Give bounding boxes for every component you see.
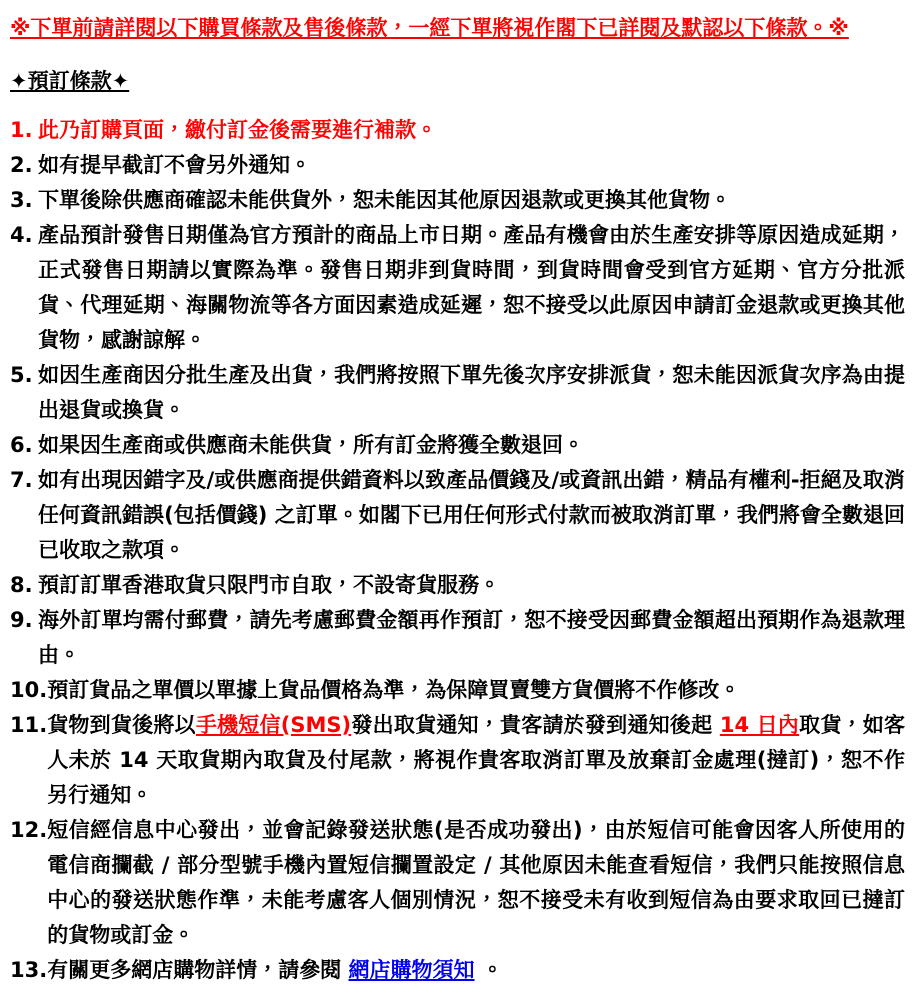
terms-list xyxy=(10,113,905,988)
term-text-segment: 。 xyxy=(474,958,503,982)
highlighted-term-text: 手機短信(SMS) xyxy=(195,713,352,737)
term-text-segment: 發出取貨通知，貴客請於發到通知後起 xyxy=(351,713,720,737)
term-number: 10. xyxy=(10,678,48,702)
term-item xyxy=(10,813,905,953)
term-text-segment: 下單後除供應商確認未能供貨外，恕未能因其他原因退款或更換其他貨物。 xyxy=(38,188,731,212)
term-text-segment: 預訂訂單香港取貨只限門市自取，不設寄貨服務。 xyxy=(38,573,500,597)
term-number: 3. xyxy=(10,188,33,212)
term-number: 7. xyxy=(10,468,33,492)
term-item xyxy=(10,463,905,568)
term-item xyxy=(10,603,905,673)
preorder-terms-heading-text: ✦預訂條款✦ xyxy=(10,69,130,93)
term-number: 4. xyxy=(10,223,33,247)
term-number: 9. xyxy=(10,608,33,632)
term-text xyxy=(38,183,905,218)
term-text xyxy=(47,673,905,708)
term-text-segment: 此乃訂購頁面，繳付訂金後需要進行補款。 xyxy=(38,118,437,142)
term-number: 11. xyxy=(10,713,48,737)
term-text-segment: 取貨，如客人未於 14 天取貨期內取貨及付尾款，將視作貴客取消訂單及放棄訂金處理(撻訂)，恕不作另行通知。 xyxy=(47,713,906,807)
term-number: 5. xyxy=(10,363,33,387)
term-item xyxy=(10,428,905,463)
term-item xyxy=(10,218,905,358)
term-text xyxy=(38,218,905,358)
term-text xyxy=(38,113,905,148)
highlighted-term-text: 14 日內 xyxy=(719,713,800,737)
term-text xyxy=(38,148,905,183)
term-text-segment: 產品預計發售日期僅為官方預計的商品上市日期。產品有機會由於生產安排等原因造成延期，正式發售日期請以實際為準。發售日期非到貨時間，到貨時間會受到官方延期、官方分批派貨、代理延期、海關物流等各方面因素造成延遲，恕不接受以此原因申請訂金退款或更換其他貨物，感謝諒解。 xyxy=(38,223,905,352)
term-item xyxy=(10,183,905,218)
term-text-segment: 短信經信息中心發出，並會記錄發送狀態(是否成功發出)，由於短信可能會因客人所使用的電信商攔截 / 部分型號手機內置短信攔置設定 / 其他原因未能查看短信，我們只能按照信息中心的發送狀態作準，未能考慮客人個別情況，恕不接受未有收到短信為由要求取回已撻訂的貨物或訂金。 xyxy=(47,818,905,947)
term-number: 2. xyxy=(10,153,33,177)
term-item xyxy=(10,113,905,148)
term-text xyxy=(38,358,905,428)
term-text-segment: 有關更多網店購物詳情，請參閱 xyxy=(47,958,349,982)
term-item xyxy=(10,708,905,813)
term-text xyxy=(47,953,905,988)
term-text-segment: 如因生產商因分批生產及出貨，我們將按照下單先後次序安排派貨，恕未能因派貨次序為由提出退貨或換貨。 xyxy=(38,363,905,422)
term-text xyxy=(38,463,905,568)
term-item xyxy=(10,953,905,988)
term-text-segment: 預訂貨品之單價以單據上貨品價格為準，為保障買賣雙方貨價將不作修改。 xyxy=(47,678,741,702)
term-text-segment: 如有出現因錯字及/或供應商提供錯資料以致產品價錢及/或資訊出錯，精品有權利-拒絕及取消任何資訊錯誤(包括價錢) 之訂單。如閣下已用任何形式付款而被取消訂單，我們將會全數退回已收取之款項。 xyxy=(38,468,905,562)
term-text xyxy=(38,568,905,603)
term-text xyxy=(38,428,905,463)
term-text xyxy=(47,708,905,813)
preorder-terms-heading xyxy=(10,67,905,95)
term-text xyxy=(38,603,905,673)
term-item xyxy=(10,148,905,183)
term-number: 12. xyxy=(10,818,48,842)
term-item xyxy=(10,673,905,708)
term-item xyxy=(10,358,905,428)
term-text-segment: 海外訂單均需付郵費，請先考慮郵費金額再作預訂，恕不接受因郵費金額超出預期作為退款理由。 xyxy=(38,608,905,667)
term-number: 8. xyxy=(10,573,33,597)
term-text xyxy=(47,813,905,953)
term-item xyxy=(10,568,905,603)
term-number: 1. xyxy=(10,118,33,142)
term-number: 6. xyxy=(10,433,33,457)
store-shopping-notice-link[interactable]: 網店購物須知 xyxy=(348,958,475,982)
term-text-segment: 如果因生產商或供應商未能供貨，所有訂金將獲全數退回。 xyxy=(38,433,584,457)
terms-notice-banner: ※下單前請詳閱以下購買條款及售後條款，一經下單將視作閣下已詳閱及默認以下條款。※ xyxy=(10,16,849,40)
term-text-segment: 貨物到貨後將以 xyxy=(47,713,196,737)
term-number: 13. xyxy=(10,958,48,982)
term-text-segment: 如有提早截訂不會另外通知。 xyxy=(38,153,311,177)
